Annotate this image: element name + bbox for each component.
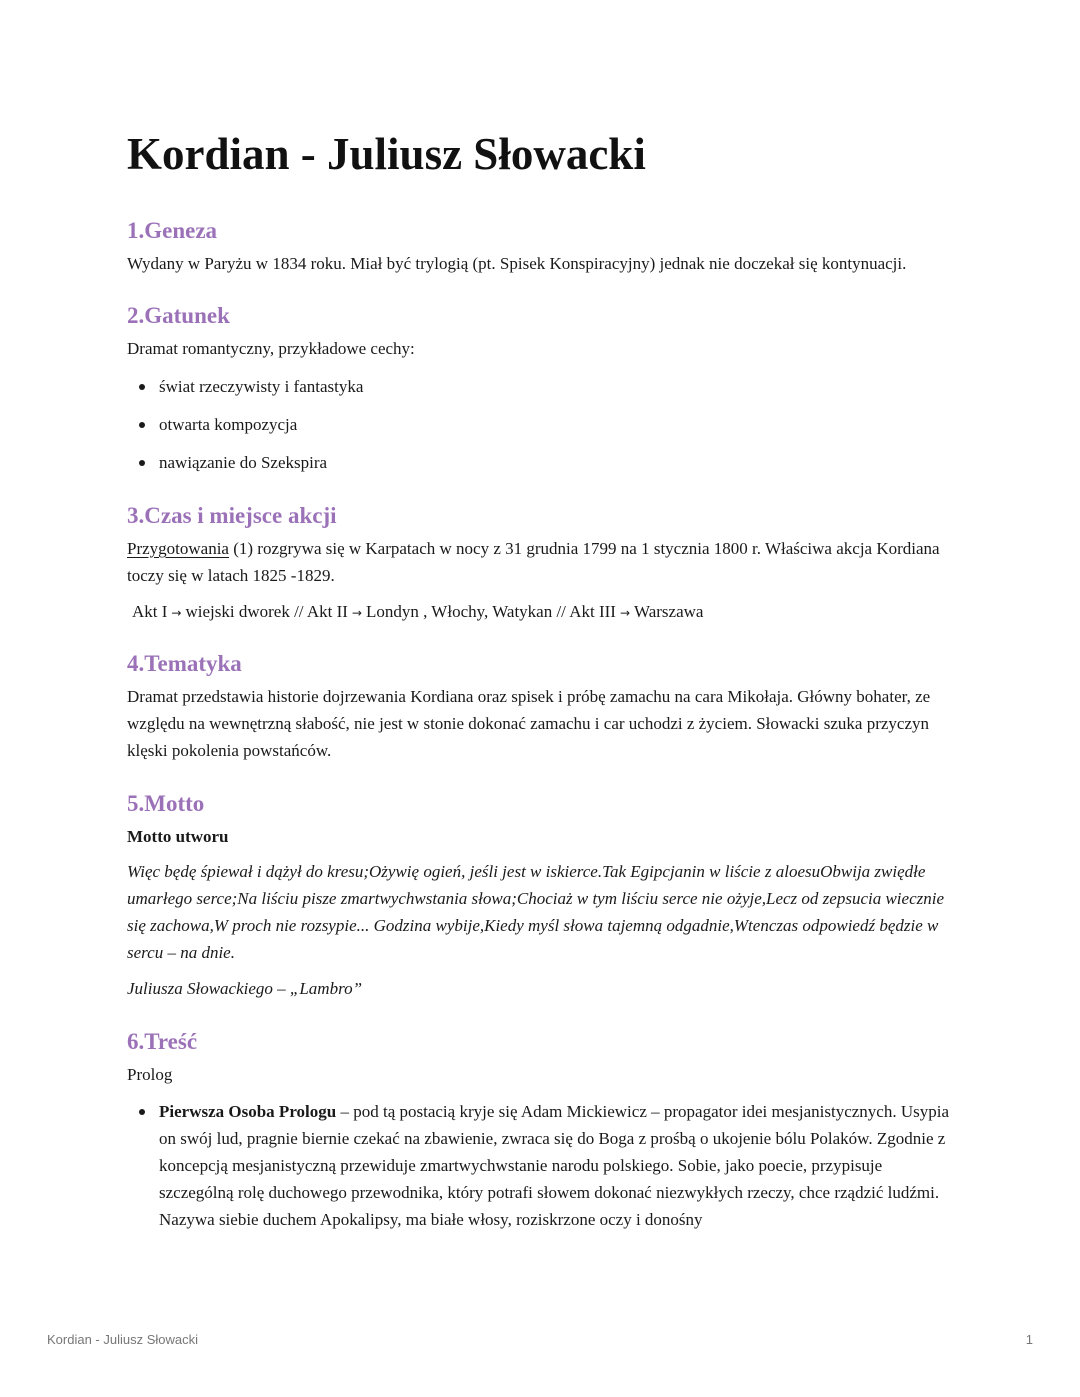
list-item: świat rzeczywisty i fantastyka (127, 373, 957, 400)
page-number: 1 (1025, 1332, 1033, 1347)
act-place: wiejski dworek // (185, 602, 304, 621)
acts-line (127, 598, 957, 627)
section-heading-czas: 3.Czas i miejsce akcji (127, 503, 337, 528)
geneza-text: Wydany w Paryżu w 1834 roku. Miał być trylogią (pt. Spisek Konspiracyjny) jednak nie doczekał się kontynuacji. (127, 254, 907, 273)
section-heading-gatunek: 2.Gatunek (127, 303, 230, 328)
przygotowania-link[interactable]: Przygotowania (127, 539, 229, 558)
list-item: otwarta kompozycja (127, 411, 957, 438)
tresc-intro: Prolog (127, 1065, 173, 1084)
section-heading-geneza: 1.Geneza (127, 218, 218, 243)
act-label: Akt I (132, 602, 168, 621)
section-gatunek (127, 301, 957, 476)
act-label: Akt II (306, 602, 348, 621)
gatunek-list (127, 373, 957, 476)
act-label: Akt III (569, 602, 616, 621)
act-place: Warszawa (634, 602, 704, 621)
arrow-icon: → (351, 606, 362, 620)
list-item-text: – pod tą postacią kryje się Adam Mickiewicz – propagator idei mesjanistycznych. Usypia on swój lud, pragnie biernie czekać na zbawienie, zwraca się do Boga z prośbą o ukojenie bólu Polaków. Zgodnie z koncepcją mesjanistyczną przewiduje zmartwychwstanie narodu polskiego. Sobie, jako poecie, przypisuje szczególną rolę duchowego przewodnika, który potrafi słowem dokonać niezwykłych rzeczy, chce rządzić ludźmi. Nazywa siebie duchem Apokalipsy, ma białe włosy, roziskrzone oczy i donośny (159, 1102, 950, 1229)
motto-subheading: Motto utworu (127, 827, 229, 846)
footer-title: Kordian - Juliusz Słowacki (47, 1332, 199, 1347)
section-motto (127, 789, 957, 1002)
motto-quote: Więc będę śpiewał i dążył do kresu;Ożywię ogień, jeśli jest w iskierce.Tak Egipcjanin w liście z aloesuObwija zwiędłe umarłego serce;Na liściu pisze zmartwychwstania słowa;Chociaż w tym liściu serce nie ożyje,Lecz od zepsucia wiecznie się zachowa,W proch nie rozsypie... Godzina wybije,Kiedy myśl słowa tajemną odgadnie,Wtenczas odpowiedź będzie w sercu – na dnie. (127, 862, 944, 962)
document-title: Kordian - Juliusz Słowacki (127, 129, 646, 179)
arrow-icon: → (619, 606, 631, 620)
czas-text-rest: (1) rozgrywa się w Karpatach w nocy z 31 grudnia 1799 na 1 stycznia 1800 r. Właściwa akcja Kordiana toczy się w latach 1825 -1829. (127, 539, 940, 585)
tematyka-text: Dramat przedstawia historie dojrzewania Kordiana oraz spisek i próbę zamachu na cara Mikołaja. Główny bohater, ze względu na wewnętrzną słabość, nie jest w stonie dokonać zamachu i car uchodzi z życiem. Słowacki szuka przyczyn klęski pokolenia powstańców. (127, 687, 931, 760)
list-item-title: Pierwsza Osoba Prologu (159, 1102, 337, 1121)
section-tresc (127, 1027, 957, 1233)
section-heading-motto: 5.Motto (127, 791, 205, 816)
act-place: Londyn , Włochy, Watykan // (365, 602, 566, 621)
gatunek-intro: Dramat romantyczny, przykładowe cechy: (127, 339, 415, 358)
list-item (127, 1098, 957, 1233)
arrow-icon: → (171, 606, 182, 620)
section-heading-tematyka: 4.Tematyka (127, 651, 242, 676)
section-tematyka (127, 649, 957, 764)
list-item: nawiązanie do Szekspira (127, 449, 957, 476)
section-geneza (127, 216, 957, 277)
section-czas (127, 501, 957, 627)
section-heading-tresc: 6.Treść (127, 1029, 198, 1054)
motto-source: Juliusza Słowackiego – „Lambro” (127, 979, 363, 998)
tresc-list (127, 1098, 957, 1233)
czas-text (127, 535, 957, 589)
